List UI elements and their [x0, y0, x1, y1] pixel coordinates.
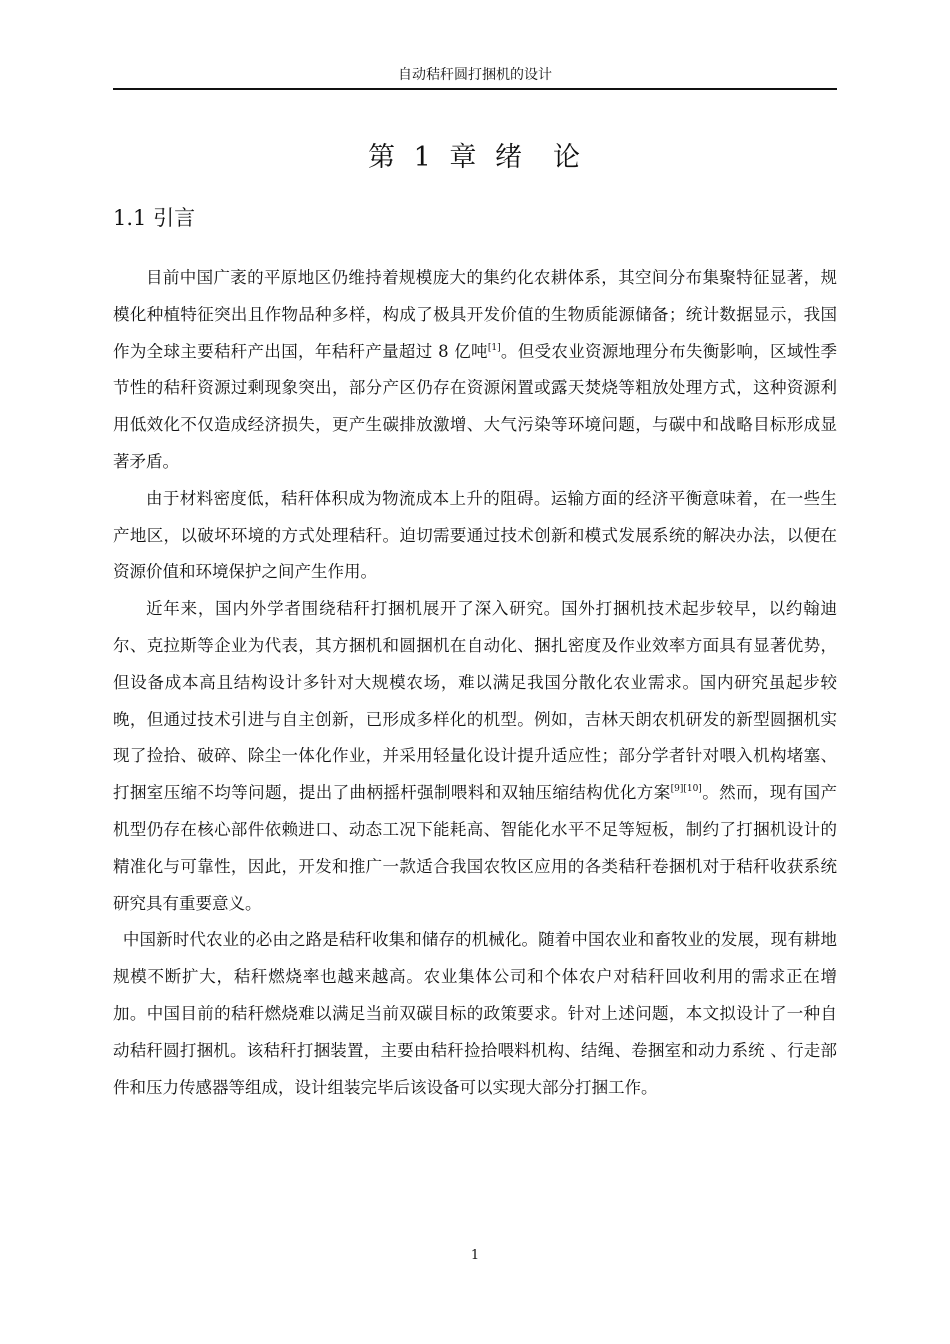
paragraph-text: 中国新时代农业的必由之路是秸秆收集和储存的机械化。随着中国农业和畜牧业的发展，现有耕地规模不断扩大，秸秆燃烧率也越来越高。农业集体公司和个体农户对秸秆回收利用的需求正在增加。中国目前的秸秆燃烧难以满足当前双碳目标的政策要求。针对上述问题，本文拟设计了一种自动秸秆圆打捆机。该秸秆打捆装置，主要由秸秆捡拾喂料机构、结绳、卷捆室和动力系统 、行走部件和压力传感器等组成，设计组装完毕后该设备可以实现大部分打捆工作。 [113, 930, 837, 1097]
running-header: 自动秸秆圆打捆机的设计 [113, 66, 837, 90]
page-number: 1 [470, 1248, 480, 1263]
paragraph-text: 近年来，国内外学者围绕秸秆打捆机展开了深入研究。国外打捆机技术起步较早，以约翰迪尔、克拉斯等企业为代表，其方捆机和圆捆机在自动化、捆扎密度及作业效率方面具有显著优势，但设备成本高且结构设计多针对大规模农场，难以满足我国分散化农业需求。国内研究虽起步较晚，但通过技术引进与自主创新，已形成多样化的机型。例如，吉林天朗农机研发的新型圆捆机实现了捡拾、破碎、除尘一体化作业，并采用轻量化设计提升适应性；部分学者针对喂入机构堵塞、打捆室压缩不均等问题，提出了曲柄摇杆强制喂料和双轴压缩结构优化方案 [113, 599, 837, 803]
paragraph-3 [113, 591, 837, 922]
citation-ref: [9][10] [670, 784, 702, 795]
paragraph-2 [113, 481, 837, 591]
paragraph-4 [113, 922, 837, 1106]
paragraph-1 [113, 260, 837, 481]
paragraph-text: 由于材料密度低，秸秆体积成为物流成本上升的阻碍。运输方面的经济平衡意味着，在一些生产地区，以破坏环境的方式处理秸秆。迫切需要通过技术创新和模式发展系统的解决办法，以便在资源价值和环境保护之间产生作用。 [113, 488, 837, 582]
paragraph-text-continued: 。然而，现有国产机型仍存在核心部件依赖进口、动态工况下能耗高、智能化水平不足等短板，制约了打捆机设计的精准化与可靠性，因此，开发和推广一款适合我国农牧区应用的各类秸秆卷捆机对于秸秆收获系统研究具有重要意义。 [113, 783, 838, 913]
paragraph-text: 目前中国广袤的平原地区仍维持着规模庞大的集约化农耕体系，其空间分布集聚特征显著，规模化种植特征突出且作物品种多样，构成了极具开发价值的生物质能源储备；统计数据显示，我国作为全球主要秸秆产出国，年秸秆产量超过 8 亿吨 [113, 268, 837, 361]
paragraph-text-continued: 。但受农业资源地理分布失衡影响，区域性季节性的秸秆资源过剩现象突出，部分产区仍存在资源闲置或露天焚烧等粗放处理方式，这种资源利用低效化不仅造成经济损失，更产生碳排放激增、大气污染等环境问题，与碳中和战略目标形成显著矛盾。 [113, 341, 837, 471]
citation-ref: [1] [487, 342, 501, 353]
body-text [113, 260, 837, 1106]
chapter-title: 第 1 章 绪 论 [368, 142, 582, 173]
section-title: 1.1 引言 [113, 206, 196, 230]
